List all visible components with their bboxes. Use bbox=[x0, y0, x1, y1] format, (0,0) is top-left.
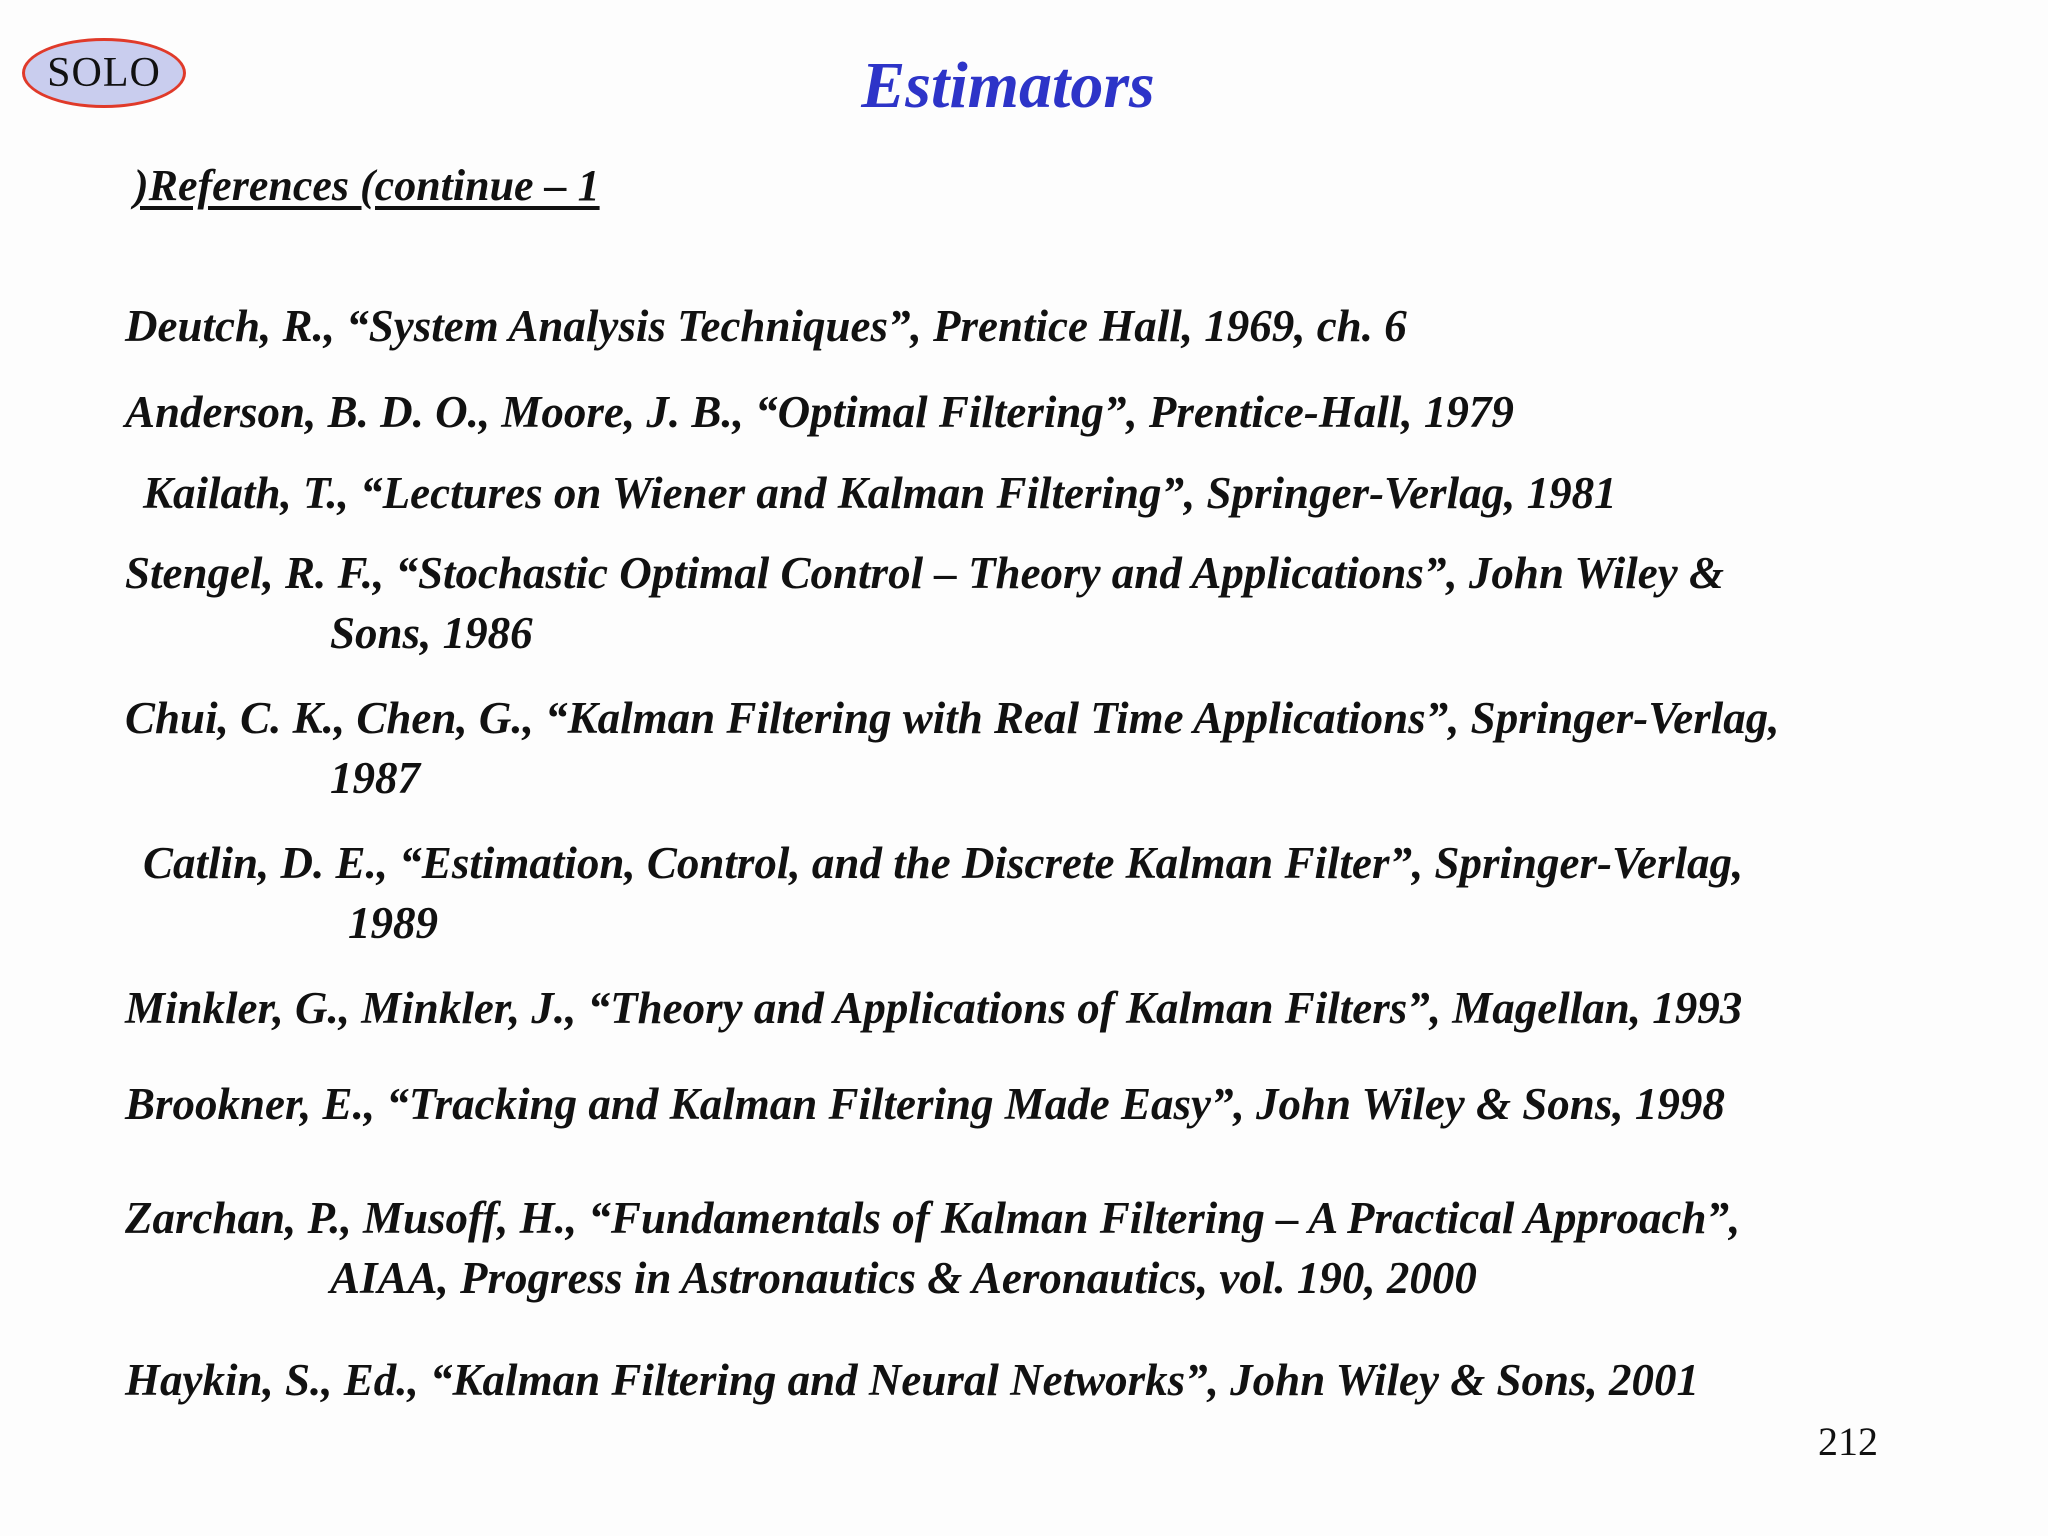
solo-logo-label: SOLO bbox=[47, 50, 161, 96]
reference-text: Catlin, D. E., “Estimation, Control, and the Discrete Kalman Filter”, Springer-Verlag, bbox=[143, 838, 1744, 888]
reference-item bbox=[143, 463, 2043, 523]
references-subtitle: )References (continue – 1 bbox=[134, 161, 600, 210]
reference-text-continued: AIAA, Progress in Astronautics & Aeronautics, vol. 190, 2000 bbox=[330, 1253, 1477, 1303]
reference-text: Zarchan, P., Musoff, H., “Fundamentals of Kalman Filtering – A Practical Approach”, bbox=[125, 1193, 1741, 1243]
reference-item bbox=[125, 1350, 2025, 1410]
reference-item bbox=[143, 833, 2043, 953]
slide-title: Estimators bbox=[861, 49, 1155, 122]
reference-text-continued: 1987 bbox=[330, 753, 420, 803]
reference-text: Kailath, T., “Lectures on Wiener and Kalman Filtering”, Springer-Verlag, 1981 bbox=[143, 468, 1617, 518]
reference-text: Stengel, R. F., “Stochastic Optimal Control – Theory and Applications”, John Wiley & bbox=[125, 548, 1724, 598]
reference-item bbox=[125, 1074, 2025, 1134]
reference-item bbox=[125, 688, 2025, 808]
reference-text-continued: 1989 bbox=[348, 898, 438, 948]
reference-text: Haykin, S., Ed., “Kalman Filtering and Neural Networks”, John Wiley & Sons, 2001 bbox=[125, 1355, 1700, 1405]
reference-item bbox=[125, 543, 2025, 663]
reference-text: Anderson, B. D. O., Moore, J. B., “Optimal Filtering”, Prentice-Hall, 1979 bbox=[125, 387, 1514, 437]
reference-item bbox=[125, 382, 2025, 442]
reference-text-continued: Sons, 1986 bbox=[330, 608, 533, 658]
reference-text: Chui, C. K., Chen, G., “Kalman Filtering with Real Time Applications”, Springer-Verlag, bbox=[125, 693, 1780, 743]
reference-text: Deutch, R., “System Analysis Techniques”, Prentice Hall, 1969, ch. 6 bbox=[125, 301, 1407, 351]
page-number: 212 bbox=[1818, 1419, 1878, 1464]
reference-text: Brookner, E., “Tracking and Kalman Filtering Made Easy”, John Wiley & Sons, 1998 bbox=[125, 1079, 1725, 1129]
reference-item bbox=[125, 1188, 2025, 1308]
reference-item bbox=[125, 296, 2025, 356]
reference-text: Minkler, G., Minkler, J., “Theory and Applications of Kalman Filters”, Magellan, 1993 bbox=[125, 983, 1743, 1033]
reference-item bbox=[125, 978, 2025, 1038]
